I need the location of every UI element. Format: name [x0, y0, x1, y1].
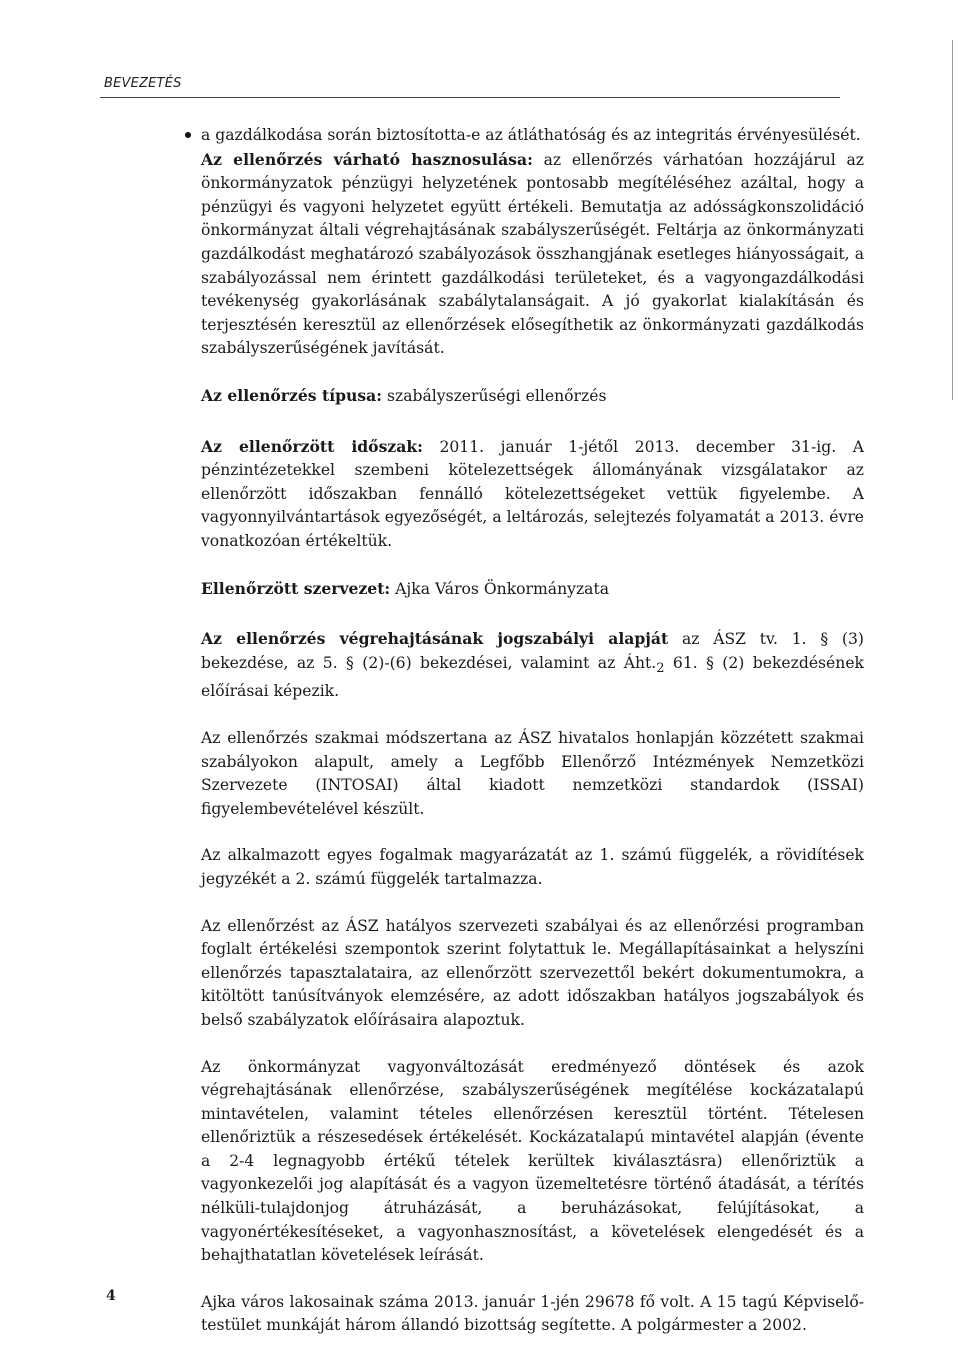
- paragraph-sampling: Az önkormányzat vagyonváltozását eredményező döntések és azok végrehajtásának ellenőrzése, szabályszerűségének megítélése kockázatalapú mintavételen, valamint tételes ellenőrzésen keresztül történt. Tételesen ellenőriztük a részesedések értékelését. Kockázatalapú mintavétel alapján (évente a 2-4 legnagyobb értékű tételek kerültek kiválasztásra) ellenőriztük a vagyonkezelői jog alapítását és a vagyon üzemeltetésre történő átadását, a térítés nélküli-tulajdonjog átruházását, a beruházásokat, felújításokat, a vagyonértékesítéseket, a vagyonhasznosítást, a követelések elengedését és a behajthatatlan követelések leírását.: [201, 1057, 864, 1265]
- bullet-item: [201, 124, 864, 148]
- expected-use-label: Az ellenőrzés várható hasznosulása:: [201, 149, 533, 169]
- audit-period-text: 2011. január 1-jétől 2013. december 31-ig. A pénzintézetekkel szembeni kötelezettségek állományának vizsgálatakor az ellenőrzött időszakban fennálló kötelezettségeket vettük figyelembe. A vagyonnyilvántartások egyezőségét, a leltározás, selejtezés folyamatát a 2013. évre vonatkozóan értékeltük.: [201, 437, 864, 550]
- audited-org-label: Ellenőrzött szervezet:: [201, 578, 391, 598]
- audited-org-text: Ajka Város Önkormányzata: [390, 579, 610, 598]
- page-number: 4: [106, 1288, 116, 1304]
- legal-basis-text-a: az ÁSZ tv. 1. § (3) bekezdése, az 5. § (2)-(6) bekezdései, valamint az Áht.: [201, 630, 864, 672]
- header-divider: [100, 97, 840, 98]
- paragraph-population: Ajka város lakosainak száma 2013. január 1-jén 29678 fő volt. A 15 tagú Képviselő-testület munkáját három állandó bizottság segítette. A polgármester a 2002.: [201, 1292, 864, 1335]
- legal-basis-subscript: 2: [656, 660, 665, 676]
- paragraph-legal-basis: [201, 627, 864, 704]
- paragraph-audit-period: [201, 435, 864, 554]
- paragraph-procedure: Az ellenőrzést az ÁSZ hatályos szervezeti szabályai és az ellenőrzési programban foglalt értékelési szempontok szerint folytattuk le. Megállapításainkat a helyszíni ellenőrzés tapasztalataira, az ellenőrzött szervezettől bekért dokumentumokra, a kitöltött tanúsítványok elemzésére, az adott időszakban hatályos jogszabályok és belső szabályzatok előírásaira alapoztuk.: [201, 916, 864, 1029]
- running-header: BEVEZETÉS: [104, 76, 182, 91]
- audit-type-text: szabályszerűségi ellenőrzés: [382, 386, 607, 405]
- paragraph-methodology: Az ellenőrzés szakmai módszertana az ÁSZ hivatalos honlapján közzétett szakmai szabályokon alapult, amely a Legfőbb Ellenőrző Intézmények Nemzetközi Szervezete (INTOSAI) által kiadott nemzetközi standardok (ISSAI) figyelembevételével készült.: [201, 728, 864, 818]
- audit-period-label: Az ellenőrzött időszak:: [201, 436, 423, 456]
- legal-basis-label: Az ellenőrzés végrehajtásának jogszabályi alapját: [201, 629, 669, 649]
- bullet-text: a gazdálkodása során biztosította-e az átláthatóság és az integritás érvényesülését.: [201, 126, 861, 144]
- audit-type-label: Az ellenőrzés típusa:: [201, 385, 383, 405]
- paragraph-expected-use: [201, 148, 864, 361]
- bullet-dot-icon: [185, 132, 191, 138]
- paragraph-terms: Az alkalmazott egyes fogalmak magyarázatát az 1. számú függelék, a rövidítések jegyzékét a 2. számú függelék tartalmazza.: [201, 846, 864, 888]
- expected-use-text: az ellenőrzés várhatóan hozzájárul az önkormányzatok pénzügyi helyzetének pontosabb megítéléséhez azáltal, hogy a pénzügyi és vagyoni helyzetet együtt értékeli. Bemutatja az adósságkonszolidáció önkormányzat általi végrehajtásának szabályszerűségét. Feltárja az önkormányzati gazdálkodást meghatározó szabályozások összhangjának esetleges hiányosságait, a szabályozással nem érintett gazdálkodási területeket, és a vagyongazdálkodási tevékenység gyakorlásának szabálytalanságait. A jó gyakorlat kialakításán és terjesztésén keresztül az ellenőrzések elősegíthetik az önkormányzati gazdálkodás szabályszerűségének javítását.: [201, 150, 864, 358]
- scan-edge-line: [952, 40, 953, 400]
- paragraph-audited-org: [201, 577, 864, 602]
- page-body: [201, 124, 864, 1361]
- paragraph-audit-type: [201, 384, 864, 409]
- legal-basis-text-b: 61. § (2) bekezdésének előírásai képezik.: [201, 653, 865, 701]
